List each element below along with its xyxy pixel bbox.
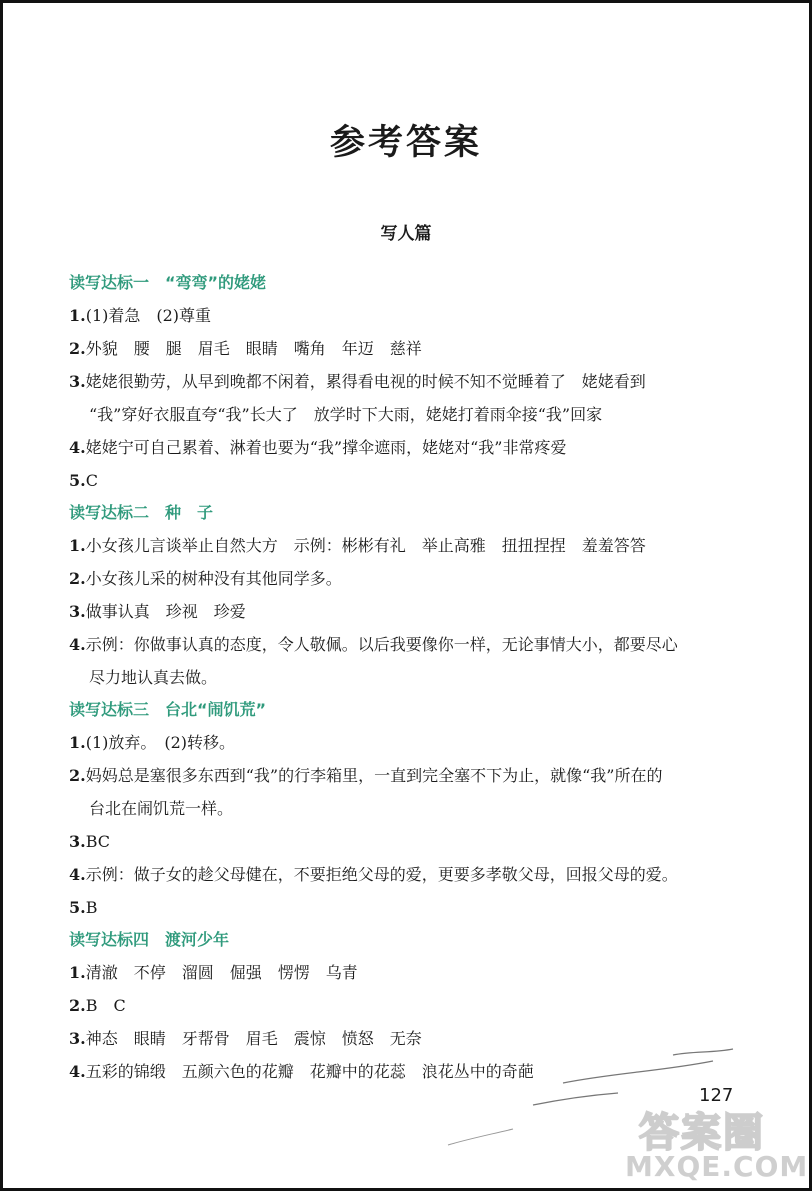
item-text: 小女孩儿采的树种没有其他同学多。: [85, 569, 342, 588]
section-heading: 读写达标二 种 子: [69, 503, 214, 522]
item-number: 2 .: [69, 569, 86, 588]
answer-item: [69, 464, 759, 497]
item-number: 3 .: [69, 832, 86, 851]
item-text: 神态 眼睛 牙帮骨 眉毛 震惊 愤怒 无奈: [85, 1029, 422, 1048]
item-text: 妈妈总是塞很多东西到“我”的行李箱里，一直到完全塞不下为止，就像“我”所在的: [85, 766, 663, 785]
pen-scribble: [443, 1123, 523, 1153]
item-text: 示例：做子女的趁父母健在，不要拒绝父母的爱，更要多孝敬父母，回报父母的爱。: [85, 865, 678, 884]
answer-item: [69, 891, 759, 924]
answer-item: [69, 628, 759, 694]
item-text: C: [85, 471, 98, 490]
item-number: 5 .: [69, 471, 86, 490]
item-text: BC: [85, 832, 111, 851]
item-number: 4 .: [69, 1062, 86, 1081]
item-text: 外貌 腰 腿 眉毛 眼睛 嘴角 年迈 慈祥: [85, 339, 422, 358]
item-number: 4 .: [69, 635, 86, 654]
item-text: B C: [85, 996, 126, 1015]
item-text: (1)放弃。 (2)转移。: [85, 733, 236, 752]
item-text: (1)着急 (2)尊重: [85, 306, 212, 325]
watermark-url: MXQE.COM: [625, 1150, 809, 1183]
item-number: 3 .: [69, 372, 86, 391]
section-heading: 读写达标三 台北“闹饥荒”: [69, 700, 267, 719]
item-number: 1 .: [69, 306, 86, 325]
item-number: 2 .: [69, 996, 86, 1015]
item-text-continued: 尽力地认真去做。: [89, 668, 218, 687]
item-text: 姥姥很勤劳，从早到晚都不闲着，累得看电视的时候不知不觉睡着了 姥姥看到: [85, 372, 646, 391]
answer-item: [69, 332, 759, 365]
answer-item: [69, 858, 759, 891]
item-number: 2 .: [69, 766, 86, 785]
item-text: 姥姥宁可自己累着、淋着也要为“我”撑伞遮雨，姥姥对“我”非常疼爱: [85, 438, 567, 457]
answer-content: [69, 267, 759, 1088]
watermark-logo: 答案圈: [639, 1110, 765, 1156]
section-heading: 读写达标一 “弯弯”的姥姥: [69, 273, 267, 292]
answer-item: [69, 299, 759, 332]
item-text: 做事认真 珍视 珍爱: [85, 602, 246, 621]
item-text-continued: 台北在闹饥荒一样。: [89, 799, 234, 818]
answer-item: [69, 956, 759, 989]
section-heading: 读写达标四 渡河少年: [69, 930, 230, 949]
answer-item: [69, 595, 759, 628]
item-text-continued: “我”穿好衣服直夸“我”长大了 放学时下大雨，姥姥打着雨伞接“我”回家: [89, 405, 603, 424]
answer-item: [69, 365, 759, 431]
item-text: 清澈 不停 溜圆 倔强 愣愣 乌青: [85, 963, 358, 982]
item-number: 3 .: [69, 602, 86, 621]
answer-item: [69, 562, 759, 595]
answer-item: [69, 825, 759, 858]
item-number: 4 .: [69, 865, 86, 884]
item-text: 示例：你做事认真的态度，令人敬佩。以后我要像你一样，无论事情大小，都要尽心: [85, 635, 678, 654]
item-number: 3 .: [69, 1029, 86, 1048]
page-number: 127: [699, 1085, 734, 1106]
page-title: 参考答案: [329, 122, 482, 163]
item-number: 4 .: [69, 438, 86, 457]
item-number: 1 .: [69, 536, 86, 555]
answer-item: [69, 431, 759, 464]
item-text: 五彩的锦缎 五颜六色的花瓣 花瓣中的花蕊 浪花丛中的奇葩: [85, 1062, 534, 1081]
item-number: 2 .: [69, 339, 86, 358]
answer-item: [69, 726, 759, 759]
answer-item: [69, 759, 759, 825]
item-number: 5 .: [69, 898, 86, 917]
item-number: 1 .: [69, 963, 86, 982]
item-text: B: [85, 898, 98, 917]
answer-item: [69, 529, 759, 562]
page-subtitle: 写人篇: [380, 224, 432, 244]
answer-item: [69, 989, 759, 1022]
item-text: 小女孩儿言谈举止自然大方 示例：彬彬有礼 举止高雅 扭扭捏捏 羞羞答答: [85, 536, 646, 555]
item-number: 1 .: [69, 733, 86, 752]
